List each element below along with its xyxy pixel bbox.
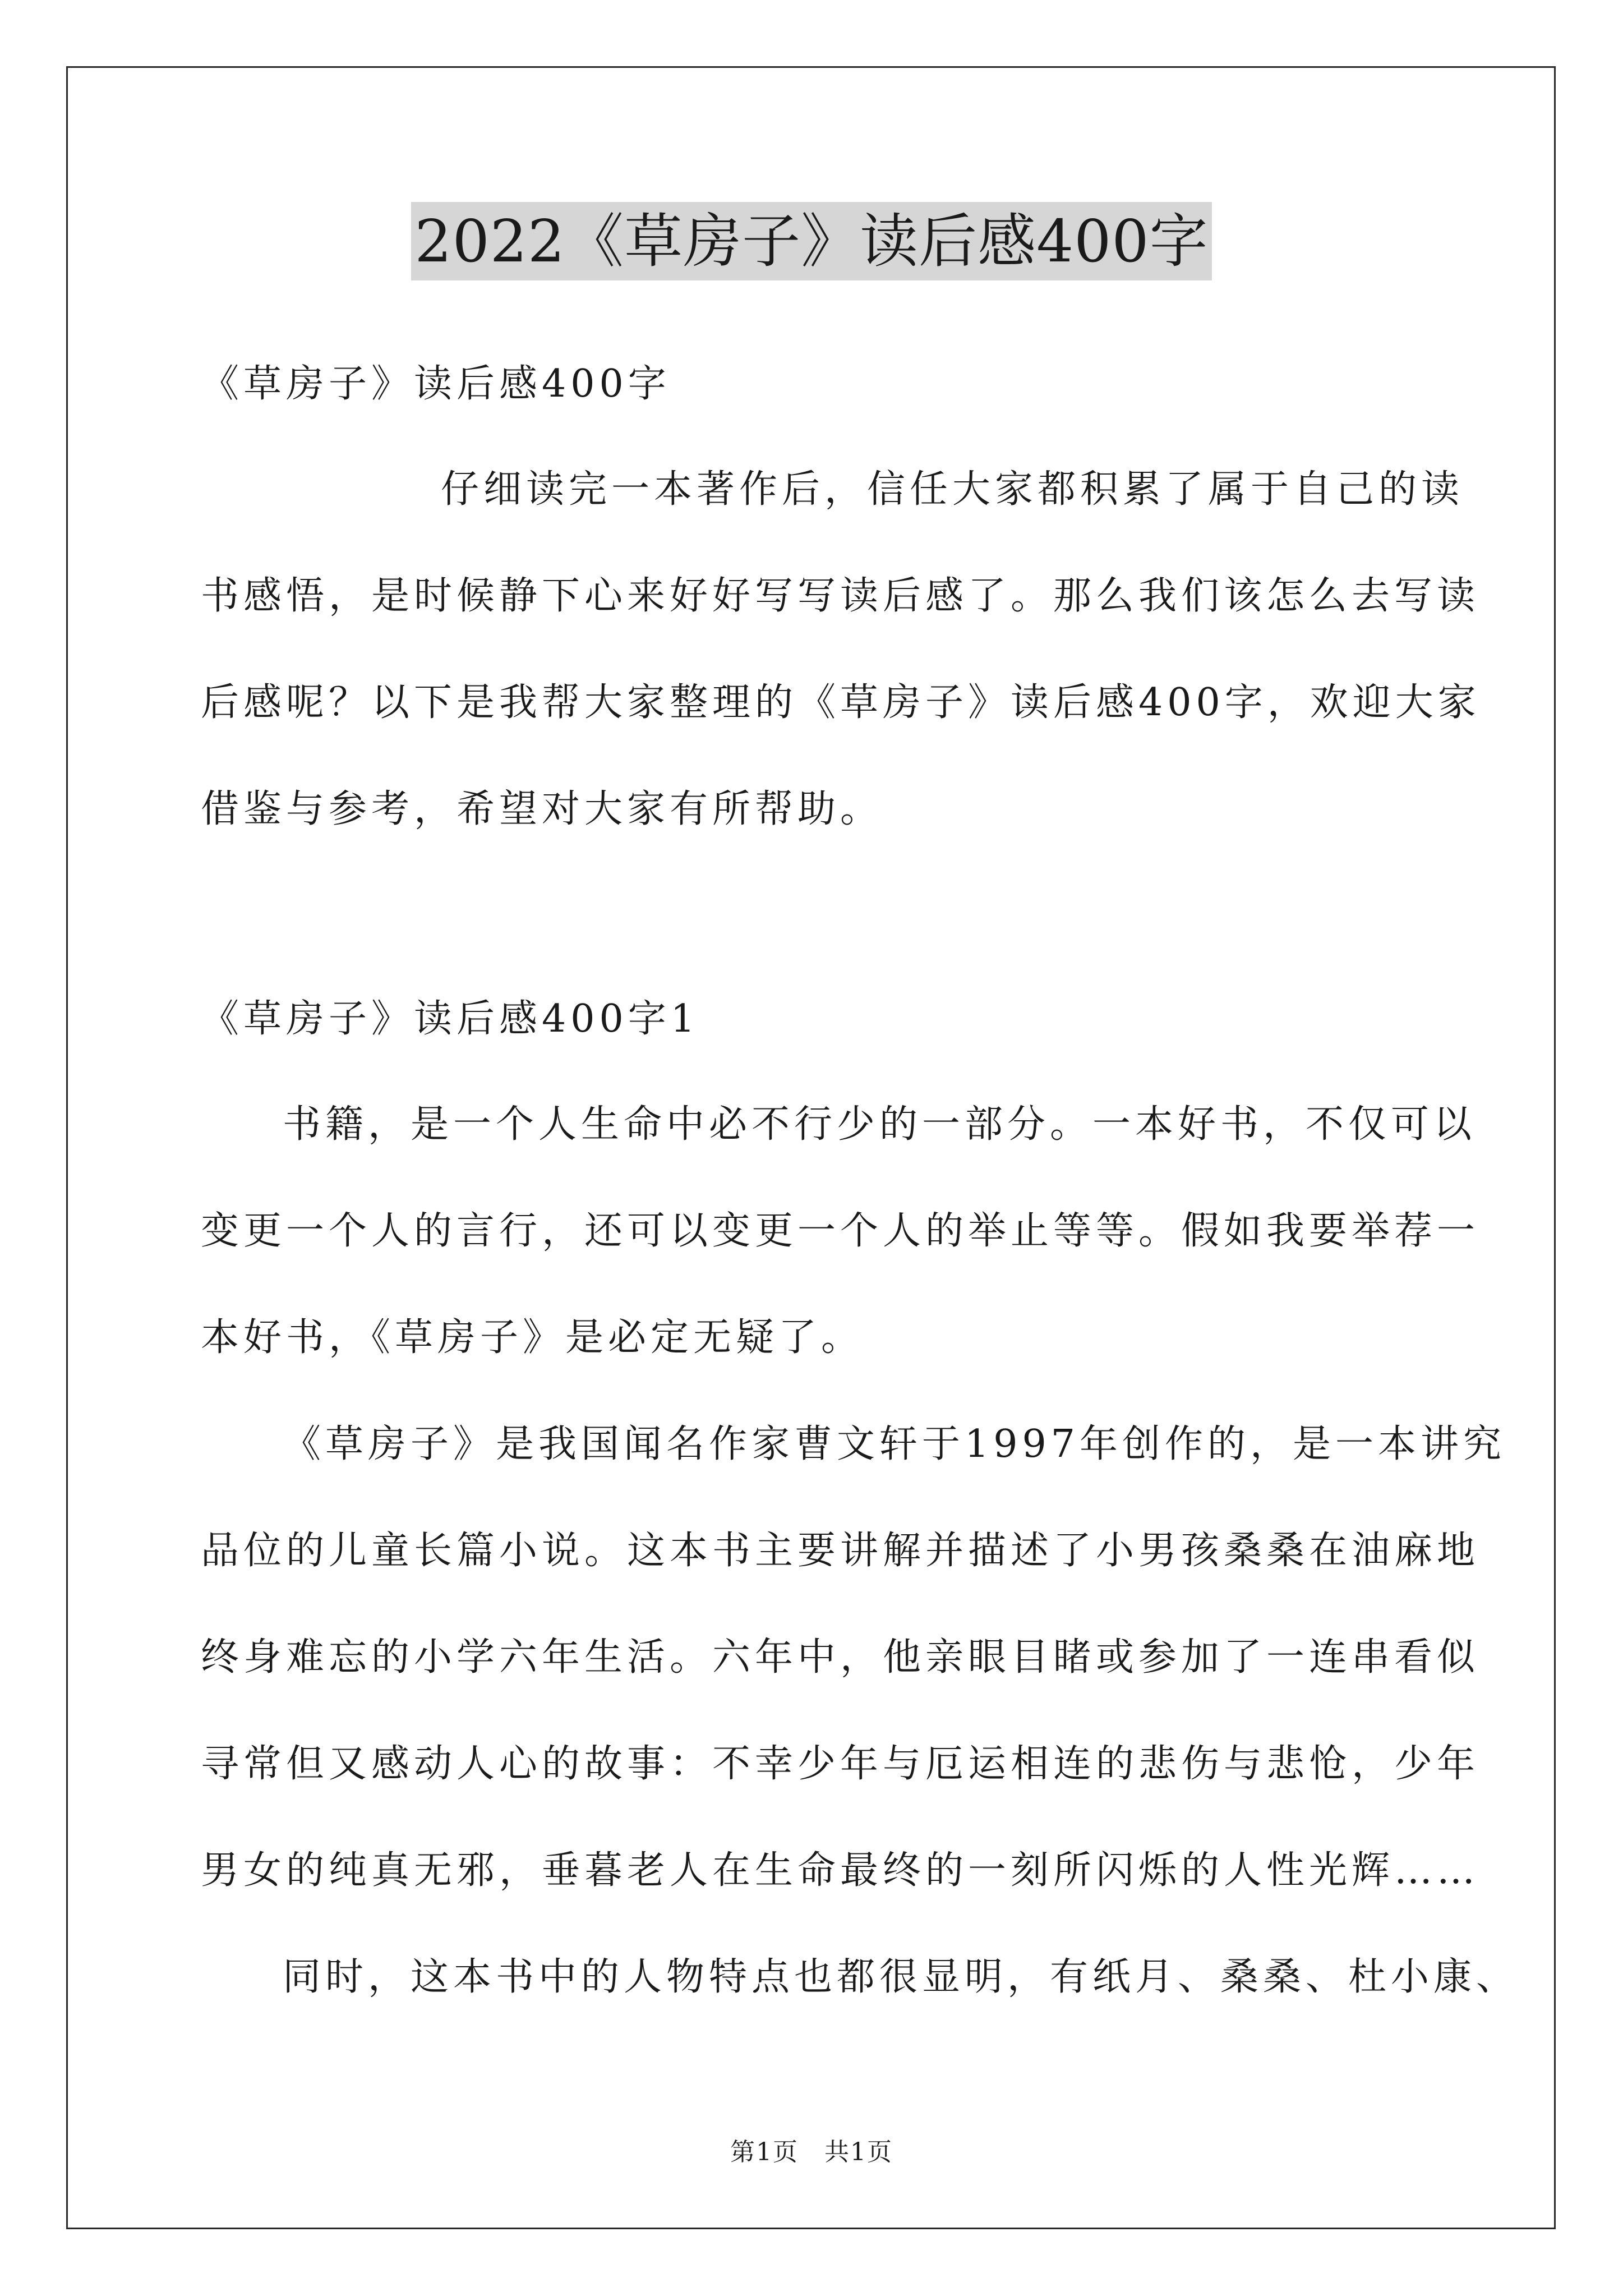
body-line-1: 书籍，是一个人生命中必不行少的一部分。一本好书，不仅可以: [283, 1102, 1477, 1147]
intro-line-4: 借鉴与参考，希望对大家有所帮助。: [201, 787, 883, 831]
intro-line-2: 书感悟，是时候静下心来好好写写读后感了。那么我们该怎么去写读: [201, 574, 1480, 618]
title-container: [0, 202, 1623, 280]
body-line-9: 同时，这本书中的人物特点也都很显明，有纸月、桑桑、杜小康、: [283, 1955, 1519, 1999]
body-line-7: 寻常但又感动人心的故事：不幸少年与厄运相连的悲伤与悲怆，少年: [201, 1742, 1480, 1786]
subtitle: 《草房子》读后感400字: [201, 362, 671, 406]
body-line-5: 品位的儿童长篇小说。这本书主要讲解并描述了小男孩桑桑在油麻地: [201, 1529, 1480, 1573]
document-title: 2022《草房子》读后感400字: [411, 202, 1211, 280]
section-heading: 《草房子》读后感400字1: [201, 997, 700, 1041]
body-line-8: 男女的纯真无邪，垂暮老人在生命最终的一刻所闪烁的人性光辉……: [201, 1848, 1480, 1893]
body-line-4: 《草房子》是我国闻名作家曹文轩于1997年创作的，是一本讲究: [283, 1422, 1506, 1466]
intro-line-1: 仔细读完一本著作后，信任大家都积累了属于自己的读: [441, 467, 1464, 512]
body-line-2: 变更一个人的言行，还可以变更一个人的举止等等。假如我要举荐一: [201, 1209, 1480, 1253]
intro-line-3: 后感呢？以下是我帮大家整理的《草房子》读后感400字，欢迎大家: [201, 680, 1481, 725]
page-footer: 第1页 共1页: [730, 2138, 893, 2166]
body-line-3: 本好书，《草房子》是必定无疑了。: [201, 1315, 864, 1360]
body-line-6: 终身难忘的小学六年生活。六年中，他亲眼目睹或参加了一连串看似: [201, 1635, 1480, 1680]
